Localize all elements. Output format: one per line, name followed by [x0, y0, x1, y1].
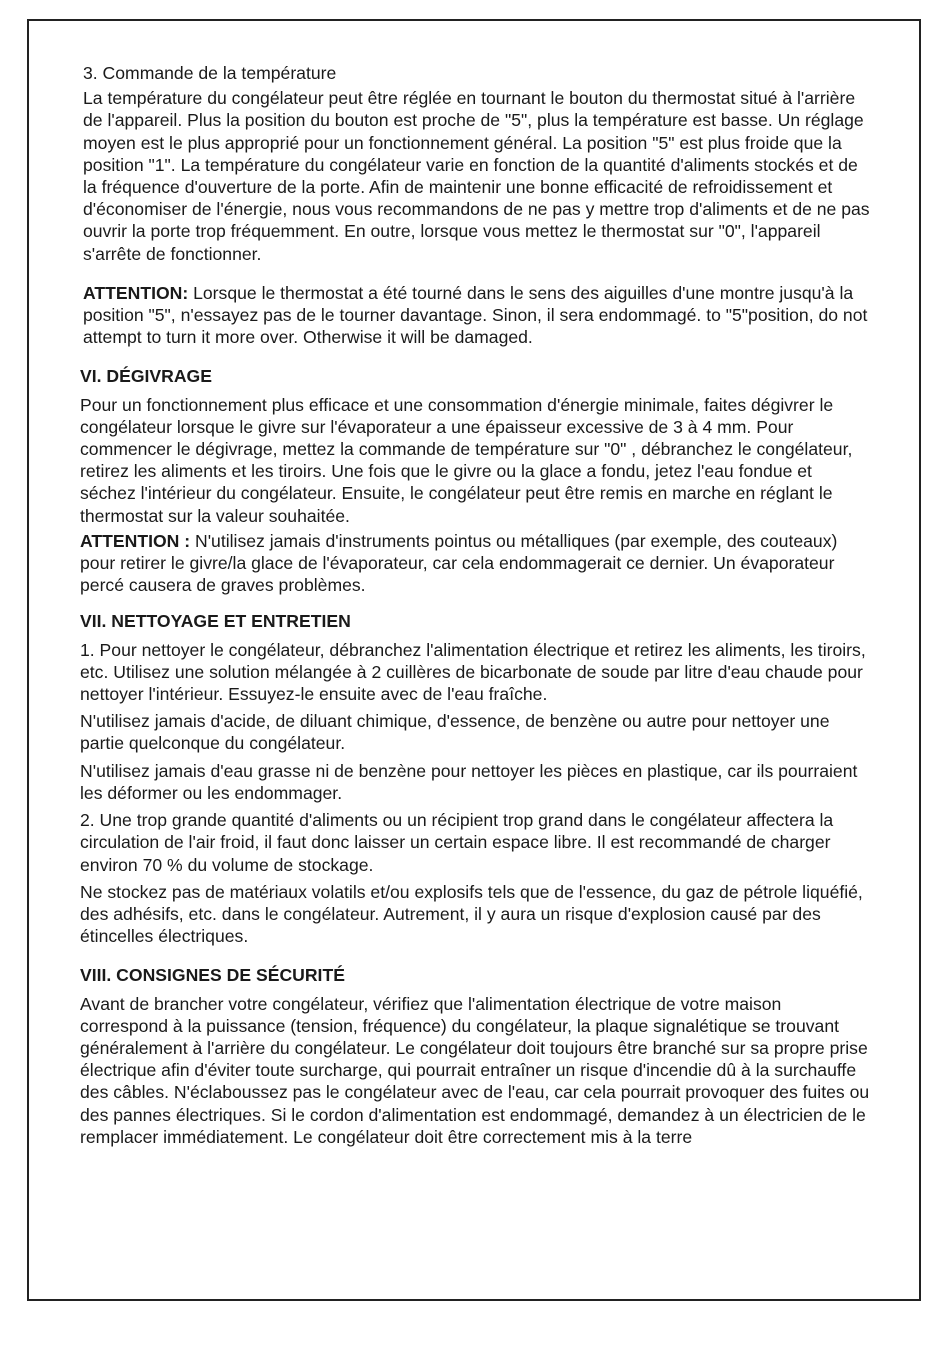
section-defrosting	[80, 365, 872, 596]
section-cleaning	[80, 610, 872, 947]
document-content	[80, 62, 872, 1157]
attention-label: ATTENTION :	[80, 530, 191, 551]
cleaning-paragraph: N'utilisez jamais d'eau grasse ni de benzène pour nettoyer les pièces en plastique, car ils pourraient les déformer ou les endommager.	[80, 760, 858, 803]
temperature-attention	[80, 282, 872, 349]
cleaning-heading: VII. NETTOYAGE ET ENTRETIEN	[80, 611, 351, 632]
defrosting-body: Pour un fonctionnement plus efficace et une consommation d'énergie minimale, faites dégivrer le congélateur lorsque le givre sur l'évaporateur a une épaisseur excessive de 3 à 4 mm. Pour commencer le dégivrage, mettez la commande de température sur "0" , débranchez le congélateur, retirez les aliments et les tiroirs. Une fois que le givre ou la glace a fondu, jetez l'eau fondue et séchez l'intérieur du congélateur. Ensuite, le congélateur peut être remis en marche en réglant le thermostat sur la valeur souhaitée.	[80, 394, 853, 526]
section-temperature-control	[80, 62, 872, 348]
cleaning-paragraph: 2. Une trop grande quantité d'aliments ou un récipient trop grand dans le congélateur affectera la circulation de l'air froid, il faut donc laisser un certain espace libre. Il est recommandé de charger environ 70 % du volume de stockage.	[80, 810, 834, 875]
defrosting-attention	[80, 530, 872, 597]
safety-heading: VIII. CONSIGNES DE SÉCURITÉ	[80, 965, 345, 986]
safety-body: Avant de brancher votre congélateur, vérifiez que l'alimentation électrique de votre maison correspond à la puissance (tension, fréquence) du congélateur, la plaque signalétique se trouvant généralement à l'arrière du congélateur. Le congélateur doit toujours être branché sur sa propre prise électrique afin d'éviter toute surcharge, qui pourrait entraîner un risque d'incendie dû à la surchauffe des câbles. N'éclaboussez pas le congélateur avec de l'eau, car cela pourrait provoquer des fuites ou des pannes électriques. Si le cordon d'alimentation est endommagé, demandez à un électricien de le remplacer immédiatement. Le congélateur doit être correctement mis à la terre	[80, 993, 870, 1147]
attention-text: N'utilisez jamais d'instruments pointus ou métalliques (par exemple, des couteaux) pour retirer le givre/la glace de l'évaporateur, car cela endommagerait ce dernier. Un évaporateur percé causera de graves problèmes.	[80, 530, 838, 596]
temperature-control-body: La température du congélateur peut être réglée en tournant le bouton du thermostat situé à l'arrière de l'appareil. Plus la position du bouton est proche de "5", plus la température est basse. Un réglage moyen est le plus approprié pour un fonctionnement général. La position "5" est plus froide que la position "1". La température du congélateur varie en fonction de la quantité d'aliments stockés et de la fréquence d'ouverture de la porte. Afin de maintenir une bonne efficacité de refroidissement et d'économiser de l'énergie, nous vous recommandons de ne pas y mettre trop d'aliments et de ne pas ouvrir la porte trop fréquemment. En outre, lorsque vous mettez le thermostat sur "0", l'appareil s'arrête de fonctionner.	[83, 88, 870, 264]
cleaning-paragraph: N'utilisez jamais d'acide, de diluant chimique, d'essence, de benzène ou autre pour nettoyer une partie quelconque du congélateur.	[80, 711, 830, 754]
defrosting-heading: VI. DÉGIVRAGE	[80, 366, 212, 387]
cleaning-paragraph: Ne stockez pas de matériaux volatils et/ou explosifs tels que de l'essence, du gaz de pétrole liquéfié, des adhésifs, etc. dans le congélateur. Autrement, il y aura un risque d'explosion causé par des étincelles électriques.	[80, 881, 863, 947]
attention-text: Lorsque le thermostat a été tourné dans le sens des aiguilles d'une montre jusqu'à la position "5", n'essayez pas de le tourner davantage. Sinon, il sera endommagé. to "5"position, do not attempt to turn it more over. Otherwise it will be damaged.	[83, 282, 868, 348]
temperature-control-heading: 3. Commande de la température	[83, 63, 337, 83]
attention-label: ATTENTION:	[83, 282, 189, 303]
cleaning-paragraph: 1. Pour nettoyer le congélateur, débranchez l'alimentation électrique et retirez les aliments, les tiroirs, etc. Utilisez une solution mélangée à 2 cuillères de bicarbonate de soude par litre d'eau chaude pour nettoyer l'intérieur. Essuyez-le ensuite avec de l'eau fraîche.	[80, 639, 866, 705]
section-safety	[80, 964, 872, 1148]
